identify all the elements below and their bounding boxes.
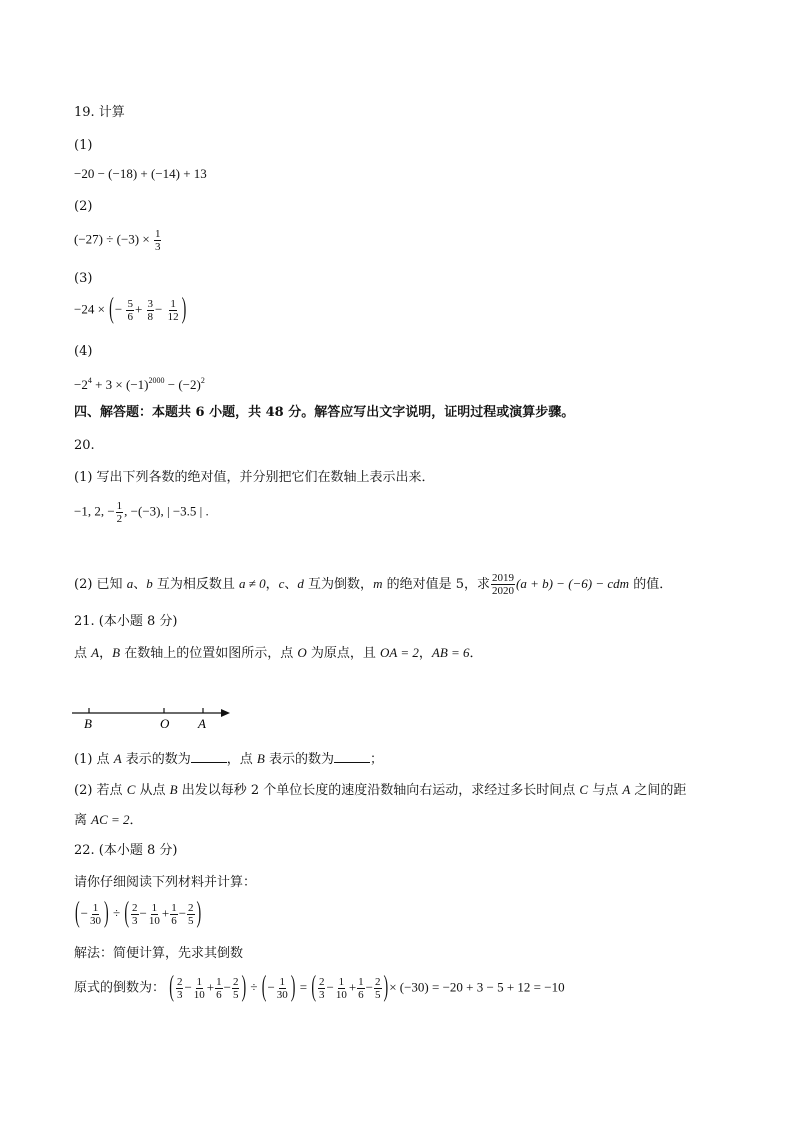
minus-sign: − [223, 979, 231, 995]
fraction [89, 902, 102, 927]
q19-part2-label: (2) [74, 199, 93, 214]
point-o: O [297, 645, 307, 660]
text: 互为相反数且 [152, 577, 239, 592]
fraction-denominator: 3 [154, 241, 161, 253]
minus-sign: − [114, 301, 123, 317]
point-c: C [579, 782, 589, 797]
fraction-denominator: 10 [193, 989, 205, 1001]
q22-number: 22. (本小题 8 分) [74, 843, 178, 858]
text: 原式的倒数为： [74, 980, 166, 996]
fraction [374, 976, 382, 1001]
fraction-denominator: 6 [216, 989, 222, 1001]
minus-sign: − [365, 979, 374, 995]
fraction [232, 976, 240, 1001]
text: 从点 [135, 783, 170, 798]
fraction-denominator: 3 [318, 989, 325, 1001]
q21-part2-line2 [74, 812, 143, 829]
fraction-denominator: 10 [335, 989, 347, 1001]
fraction-numerator: 1 [92, 902, 99, 914]
fraction-numerator: 1 [116, 500, 123, 512]
q19-part2-fraction [154, 228, 162, 253]
fraction-denominator: 6 [127, 311, 133, 323]
q20-part2-text [74, 572, 672, 597]
equation: AC = 2 [91, 812, 130, 827]
q21-number: 21. (本小题 8 分) [74, 614, 178, 629]
fraction-denominator: 12 [167, 311, 179, 323]
fraction-numerator: 1 [338, 976, 345, 988]
minus-sign: − [267, 979, 275, 995]
q22-solution-label: 解法：简便计算，先求其倒数 [74, 946, 244, 961]
fraction-numerator: 1 [196, 976, 203, 988]
exponent: 2000 [148, 376, 165, 385]
fraction [215, 976, 223, 1001]
text: ， [418, 646, 432, 661]
q19-part2-expression [74, 228, 162, 253]
text: 表示的数为 [264, 752, 335, 767]
equals-sign: = [299, 979, 308, 995]
q19-part1-label: (1) [74, 138, 93, 153]
text: 表示的数为 [121, 752, 191, 767]
point-c: C [126, 782, 136, 797]
text: 为原点，且 [306, 646, 380, 661]
fraction [176, 976, 184, 1001]
q20-part2-fraction [491, 572, 515, 597]
equation: AB = 6 [431, 645, 470, 660]
expr-term: − (−2) [164, 377, 201, 392]
text: 离 [74, 813, 92, 828]
var-a: a [126, 576, 134, 591]
fraction-denominator: 5 [232, 989, 239, 1001]
fraction-numerator: 1 [358, 976, 364, 988]
q19-part3-fraction-1 [126, 298, 134, 323]
text: ， [265, 577, 279, 592]
fraction [357, 976, 365, 1001]
q20-part1-text: (1) 写出下列各数的绝对值，并分别把它们在数轴上表示出来． [74, 470, 435, 485]
exponent: 2 [200, 376, 205, 385]
minus-sign: − [80, 905, 89, 921]
point-b: B [256, 751, 265, 766]
fraction-denominator: 5 [188, 915, 194, 927]
point-b: B [169, 782, 178, 797]
var-d: d [297, 576, 304, 591]
number-line-diagram [70, 703, 240, 733]
fraction-denominator: 3 [176, 989, 183, 1001]
axis-label-b: B [84, 716, 92, 731]
fraction-denominator: 30 [90, 915, 102, 927]
fraction [318, 976, 326, 1001]
text: 与点 [588, 783, 623, 798]
var-c: c [278, 576, 285, 591]
axis-label-a: A [198, 716, 206, 731]
minus-sign: − [155, 301, 163, 317]
q22-intro: 请你仔细阅读下列材料并计算： [74, 875, 257, 890]
list-part: , −(−3), | −3.5 | . [124, 503, 209, 519]
point-a: A [91, 645, 100, 660]
point-a: A [113, 751, 122, 766]
list-part: −1, 2, − [74, 503, 115, 519]
q20-number: 20. [74, 438, 95, 453]
fraction-denominator: 3 [132, 915, 138, 927]
q19-part4-label: (4) [74, 344, 93, 359]
text: ，点 [226, 752, 257, 767]
fraction-numerator: 1 [151, 902, 158, 914]
section-heading: 四、解答题：本题共 6 小题，共 48 分。解答应写出文字说明，证明过程或演算步骤。 [74, 405, 575, 420]
q19-part3-prefix: −24 × [74, 301, 105, 317]
fraction-denominator: 10 [148, 915, 160, 927]
minus-sign: − [326, 979, 334, 995]
fraction-denominator: 5 [375, 989, 381, 1001]
minus-sign: − [184, 979, 192, 995]
fraction-numerator: 1 [279, 976, 286, 988]
fraction-numerator: 2 [318, 976, 325, 988]
fraction-numerator: 5 [127, 298, 133, 310]
q22-reciprocal-line: 原式的倒数为： ( $\frac{2}{3}$ − $\frac{1}{10}$ + $\frac{1}{6}$ − $\frac{2}{5}$ ) ÷ (− $\frac{1}{30}$ ) = ( $\frac{2}{3}$ − $\frac{1}{10}$ + $\frac{1}{6}$ − $\frac{2}{5}$ )× (−30) = −20 + 3 − 5 + 12 = −10 [74, 971, 565, 1004]
point-b: B [112, 645, 121, 660]
q21-intro [74, 645, 483, 662]
plus-sign: + [206, 979, 215, 995]
text: ． [469, 646, 483, 661]
fraction [335, 976, 348, 1001]
q22-expression: (− $\frac{1}{30}$ ) ÷ ( $\frac{2}{3}$ − $\frac{1}{10}$ + $\frac{1}{6}$ − $\frac{2}{5}$ ) [75, 897, 202, 930]
text: 的值． [629, 577, 673, 592]
q19-part3-fraction-2 [147, 298, 155, 323]
text: 点 [74, 646, 92, 661]
point-a: A [622, 782, 631, 797]
plus-sign: + [161, 905, 170, 921]
q19-part3-label: (3) [74, 271, 93, 286]
minus-sign: − [139, 905, 147, 921]
divide-sign: ÷ [250, 979, 258, 995]
text: 在数轴上的位置如图所示，点 [120, 646, 298, 661]
axis-label-o: O [160, 716, 170, 731]
var-b: b [146, 576, 153, 591]
q20-list-fraction [116, 500, 124, 525]
fraction-numerator: 2 [375, 976, 381, 988]
text: 之间的距 [630, 783, 687, 798]
expression: (a + b) − (−6) − cdm [516, 576, 630, 591]
text: ． [129, 813, 143, 828]
text: 的绝对值是 5，求 [382, 577, 490, 592]
fraction [170, 902, 178, 927]
answer-blank[interactable] [334, 750, 370, 763]
text: ； [370, 752, 384, 767]
text: ， [99, 646, 113, 661]
fraction-numerator: 2019 [492, 572, 514, 584]
q21-part1 [74, 750, 383, 768]
text: 出发以每秒 2 个单位长度的速度沿数轴向右运动，求经过多长时间点 [177, 783, 580, 798]
fraction-denominator: 2020 [492, 585, 514, 597]
answer-blank[interactable] [191, 750, 227, 763]
axis-arrow-icon [221, 709, 230, 717]
fraction-denominator: 30 [276, 989, 288, 1001]
q19-part3-expression: −24 × (− $\frac{5}{6}$ + $\frac{3}{8}$ − $\frac{1}{12}$ ) [74, 293, 187, 326]
q19-part4-expression [74, 373, 205, 393]
text: (2) 若点 [74, 783, 127, 798]
text: 互为倒数， [303, 577, 374, 592]
fraction [193, 976, 206, 1001]
fraction [187, 902, 195, 927]
fraction-denominator: 6 [358, 989, 364, 1001]
expr-term: + 3 × (−1) [91, 377, 149, 392]
fraction-denominator: 2 [116, 513, 123, 525]
fraction-numerator: 2 [132, 902, 138, 914]
fraction [131, 902, 139, 927]
text: (1) 点 [74, 752, 114, 767]
equation: OA = 2 [379, 645, 419, 660]
fraction-denominator: 6 [171, 915, 177, 927]
q21-part2-line1 [74, 782, 686, 799]
fraction [276, 976, 289, 1001]
expression-tail: × (−30) = −20 + 3 − 5 + 12 = −10 [389, 979, 565, 995]
q19-part1-expression: −20 − (−18) + (−14) + 13 [74, 166, 207, 181]
q20-part1-number-list [74, 500, 209, 525]
text: 、 [284, 577, 298, 592]
divide-sign: ÷ [112, 905, 121, 921]
text: (2) 已知 [74, 577, 127, 592]
text: 、 [133, 577, 147, 592]
condition: a ≠ 0 [238, 576, 266, 591]
fraction-numerator: 1 [154, 228, 161, 240]
q19-part3-fraction-3 [167, 298, 180, 323]
q19-title: 19. 计算 [74, 105, 125, 120]
fraction-numerator: 2 [188, 902, 194, 914]
fraction-denominator: 8 [147, 311, 154, 323]
fraction-numerator: 1 [171, 902, 177, 914]
var-m: m [373, 576, 383, 591]
fraction-numerator: 1 [170, 298, 176, 310]
fraction-numerator: 2 [232, 976, 239, 988]
plus-sign: + [348, 979, 357, 995]
exponent: 4 [87, 376, 92, 385]
plus-sign: + [134, 301, 143, 317]
fraction-numerator: 3 [147, 298, 154, 310]
q19-part2-expr-prefix: (−27) ÷ (−3) × [74, 231, 150, 247]
fraction-numerator: 1 [216, 976, 222, 988]
fraction-numerator: 2 [176, 976, 183, 988]
minus-sign: − [178, 905, 187, 921]
fraction [148, 902, 161, 927]
expr-term: −2 [74, 377, 88, 392]
